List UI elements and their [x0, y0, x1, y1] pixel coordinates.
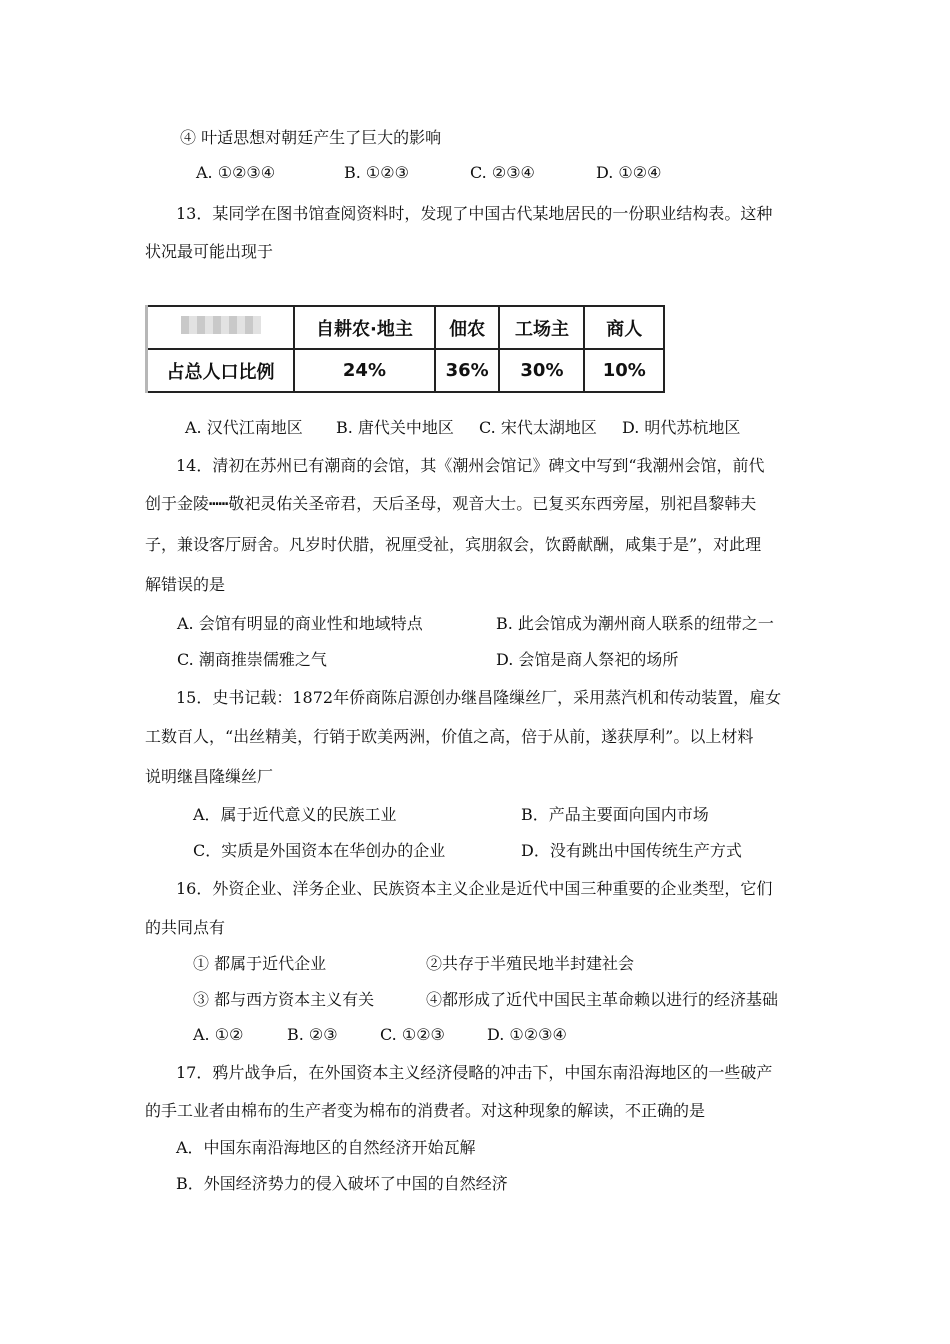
q14-stem-line-2: 创于金陵┅┅敬祀灵佑关圣帝君，天后圣母，观音大士。已复买东西旁屋，别祀昌黎韩夫	[145, 494, 757, 513]
q16-item-1: ① 都属于近代企业	[193, 954, 327, 973]
q16-option-b: B. ②③	[287, 1025, 338, 1044]
q16-item-2: ②共存于半殖民地半封建社会	[426, 954, 635, 973]
table-cell: 24%	[294, 349, 435, 392]
q13-stem-line-1: 13．某同学在图书馆查阅资料时，发现了中国古代某地居民的一份职业结构表。这种	[176, 204, 773, 223]
q17-option-a: A．中国东南沿海地区的自然经济开始瓦解	[176, 1138, 476, 1157]
table-header-blank	[147, 306, 295, 349]
q14-stem-line-4: 解错误的是	[145, 575, 226, 594]
q13-option-b: B. 唐代关中地区	[336, 418, 454, 437]
q17-stem-line-1: 17．鸦片战争后，在外国资本主义经济侵略的冲击下，中国东南沿海地区的一些破产	[176, 1063, 773, 1082]
q15-option-d: D．没有跳出中国传统生产方式	[521, 841, 742, 860]
q16-option-d: D. ①②③④	[487, 1025, 567, 1044]
q16-option-a: A. ①②	[193, 1025, 244, 1044]
table-cell: 36%	[435, 349, 500, 392]
q12-option-c: C. ②③④	[470, 163, 535, 182]
q17-stem-line-2: 的手工业者由棉布的生产者变为棉布的消费者。对这种现象的解读，不正确的是	[145, 1101, 706, 1120]
q14-stem-line-1: 14．清初在苏州已有潮商的会馆，其《潮州会馆记》碑文中写到“我潮州会馆，前代	[176, 456, 765, 475]
q14-option-d: D. 会馆是商人祭祀的场所	[496, 650, 679, 669]
q13-option-d: D. 明代苏杭地区	[622, 418, 741, 437]
q16-stem-line-2: 的共同点有	[145, 918, 226, 937]
table-cell: 10%	[584, 349, 664, 392]
q17-option-b: B．外国经济势力的侵入破坏了中国的自然经济	[176, 1174, 508, 1193]
table-header-cell: 商人	[584, 306, 664, 349]
q13-option-a: A. 汉代江南地区	[185, 418, 303, 437]
q12-option-b: B. ①②③	[344, 163, 409, 182]
q12-option-d: D. ①②④	[596, 163, 662, 182]
q15-stem-line-2: 工数百人，“出丝精美，行销于欧美两洲，价值之高，倍于从前，遂获厚利”。以上材料	[145, 727, 754, 746]
q15-stem-line-1: 15．史书记载：1872年侨商陈启源创办继昌隆缫丝厂，采用蒸汽机和传动装置，雇女	[176, 688, 782, 707]
q12-option-a: A. ①②③④	[196, 163, 276, 182]
q14-option-b: B. 此会馆成为潮州商人联系的纽带之一	[496, 614, 774, 633]
table-header-cell: 佃农	[435, 306, 500, 349]
q14-option-c: C. 潮商推崇儒雅之气	[177, 650, 327, 669]
q15-option-b: B．产品主要面向国内市场	[521, 805, 709, 824]
q16-item-4: ④都形成了近代中国民主革命赖以进行的经济基础	[426, 990, 779, 1009]
q15-stem-line-3: 说明继昌隆缫丝厂	[145, 767, 274, 786]
q16-stem-line-1: 16．外资企业、洋务企业、民族资本主义企业是近代中国三种重要的企业类型，它们	[176, 879, 773, 898]
q14-option-a: A. 会馆有明显的商业性和地域特点	[177, 614, 423, 633]
q12-item-4: ④ 叶适思想对朝廷产生了巨大的影响	[180, 128, 442, 147]
occupation-table	[145, 305, 665, 393]
q13-option-c: C. 宋代太湖地区	[479, 418, 597, 437]
q16-item-3: ③ 都与西方资本主义有关	[193, 990, 375, 1009]
table-row-label: 占总人口比例	[147, 349, 295, 392]
q15-option-c: C．实质是外国资本在华创办的企业	[193, 841, 446, 860]
q14-stem-line-3: 子，兼设客厅厨舍。凡岁时伏腊，祝厘受祉，宾朋叙会，饮爵献酬，咸集于是”，对此理	[145, 535, 762, 554]
table-cell: 30%	[499, 349, 584, 392]
blurred-header	[181, 316, 261, 334]
q16-option-c: C. ①②③	[380, 1025, 445, 1044]
q15-option-a: A．属于近代意义的民族工业	[193, 805, 397, 824]
table-header-cell: 工场主	[499, 306, 584, 349]
table-header-cell: 自耕农·地主	[294, 306, 435, 349]
q13-stem-line-2: 状况最可能出现于	[145, 242, 274, 261]
